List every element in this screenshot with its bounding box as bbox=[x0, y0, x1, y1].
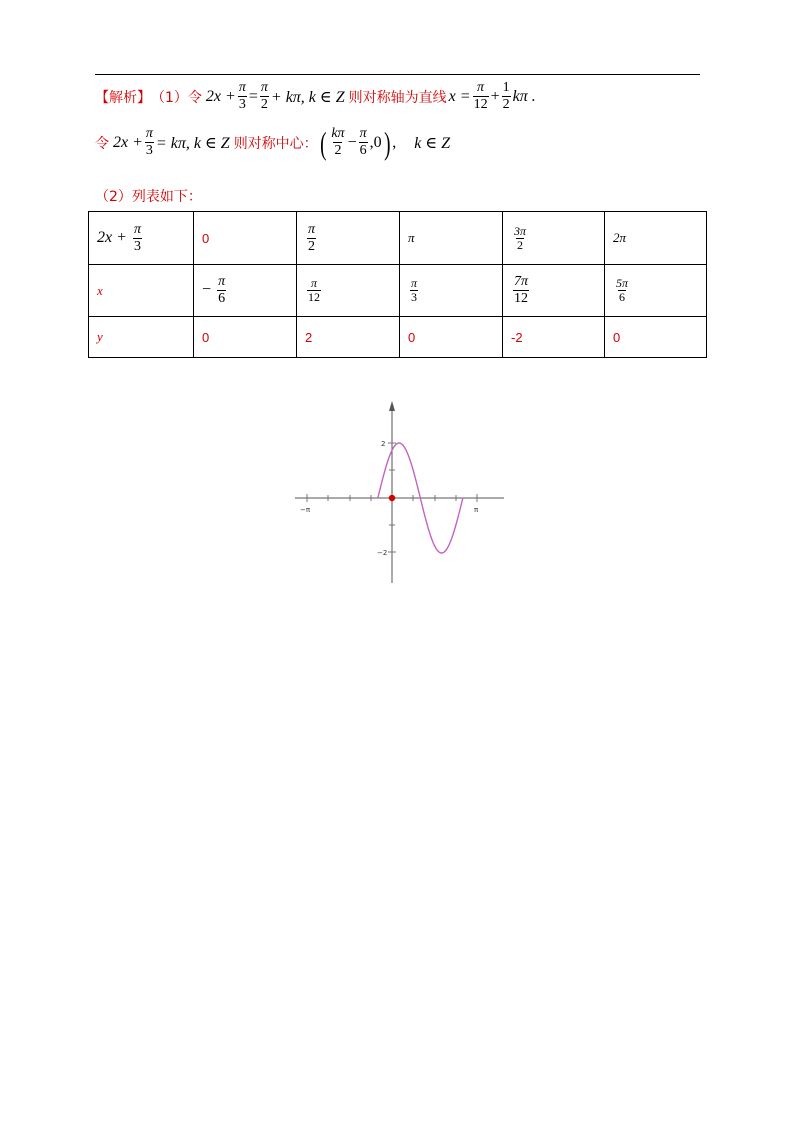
table-cell: − $\frac{\pi}{6}$ bbox=[194, 265, 297, 317]
table-row bbox=[89, 265, 707, 317]
table-cell: x bbox=[89, 265, 194, 317]
solution-line-2: 令 2x + $\frac{\pi}{3}$ = kπ, k ∈ Z 则对称中心： ( $\frac{k\pi}{2}$ − $\frac{\pi}{6}$ ,0 ) , k ∈ Z bbox=[95, 124, 451, 161]
frac-pi-over-12: $\frac{\pi}{12}$ bbox=[473, 80, 488, 112]
expr-plus-kpi: + kπ, k ∈ Z bbox=[270, 88, 345, 106]
top-rule bbox=[95, 74, 700, 75]
origin-point bbox=[389, 495, 395, 501]
frac-pi-over-6: $\frac{\pi}{6}$ bbox=[359, 126, 367, 158]
frac-kpi-over-2: $\frac{k\pi}{2}$ bbox=[331, 126, 345, 158]
y-tick-label-top: 2 bbox=[381, 440, 386, 448]
expr-kpi-dot: kπ . bbox=[512, 87, 536, 105]
table-cell: 2x + $\frac{\pi}{3}$ bbox=[89, 212, 194, 265]
part2-label-line bbox=[95, 186, 202, 206]
y-tick-label-bottom: −2 bbox=[377, 549, 388, 557]
table-cell: $\frac{7\pi}{12}$ bbox=[503, 265, 605, 317]
x-tick-label-left: −π bbox=[300, 506, 311, 514]
expr-2x-plus: 2x + bbox=[205, 87, 236, 105]
table-cell: 0 bbox=[194, 212, 297, 265]
table-row bbox=[89, 212, 707, 265]
frac-pi-over-3: $\frac{\pi}{3}$ bbox=[238, 80, 246, 112]
center-text: 则对称中心： bbox=[233, 135, 318, 152]
frac-pi-over-2: $\frac{\pi}{2}$ bbox=[260, 80, 268, 112]
value-table bbox=[88, 211, 707, 358]
table-cell: $\frac{\pi}{12}$ bbox=[297, 265, 400, 317]
x-tick-label-right: π bbox=[474, 506, 479, 514]
table-cell: $\frac{\pi}{3}$ bbox=[400, 265, 503, 317]
axis-text: 则对称轴为直线 bbox=[348, 89, 447, 106]
table-cell: π bbox=[400, 212, 503, 265]
table-cell: 2π bbox=[605, 212, 707, 265]
expr-x-eq: x = bbox=[448, 87, 471, 105]
table-cell: 0 bbox=[400, 317, 503, 358]
expr-eq-kpi: = kπ, k ∈ Z bbox=[155, 134, 230, 152]
table-cell: y bbox=[89, 317, 194, 358]
part2-label: （2）列表如下： bbox=[95, 189, 202, 205]
expr-k-in-z: k ∈ Z bbox=[414, 134, 451, 152]
solution-line-1: 【解析】 （1）令 2x + $\frac{\pi}{3}$ = $\frac{\pi}{2}$ + kπ, k ∈ Z 则对称轴为直线 x = $\frac{\pi}{12}$ + $\frac{1}{2}$ kπ . bbox=[95, 80, 536, 112]
y-axis-arrow bbox=[389, 401, 395, 411]
table-cell: $\frac{\pi}{2}$ bbox=[297, 212, 400, 265]
analysis-tag: 【解析】 bbox=[95, 89, 151, 106]
table-cell: 2 bbox=[297, 317, 400, 358]
table-cell: $\frac{3\pi}{2}$ bbox=[503, 212, 605, 265]
frac-1-over-2: $\frac{1}{2}$ bbox=[502, 80, 510, 112]
table-cell: $\frac{5\pi}{6}$ bbox=[605, 265, 707, 317]
table-cell: -2 bbox=[503, 317, 605, 358]
sine-graph bbox=[290, 395, 510, 585]
table-row bbox=[89, 317, 707, 358]
table-cell: 0 bbox=[605, 317, 707, 358]
table-cell: 0 bbox=[194, 317, 297, 358]
line2-prefix: 令 bbox=[95, 135, 109, 152]
part1-prefix: （1）令 bbox=[151, 89, 202, 106]
